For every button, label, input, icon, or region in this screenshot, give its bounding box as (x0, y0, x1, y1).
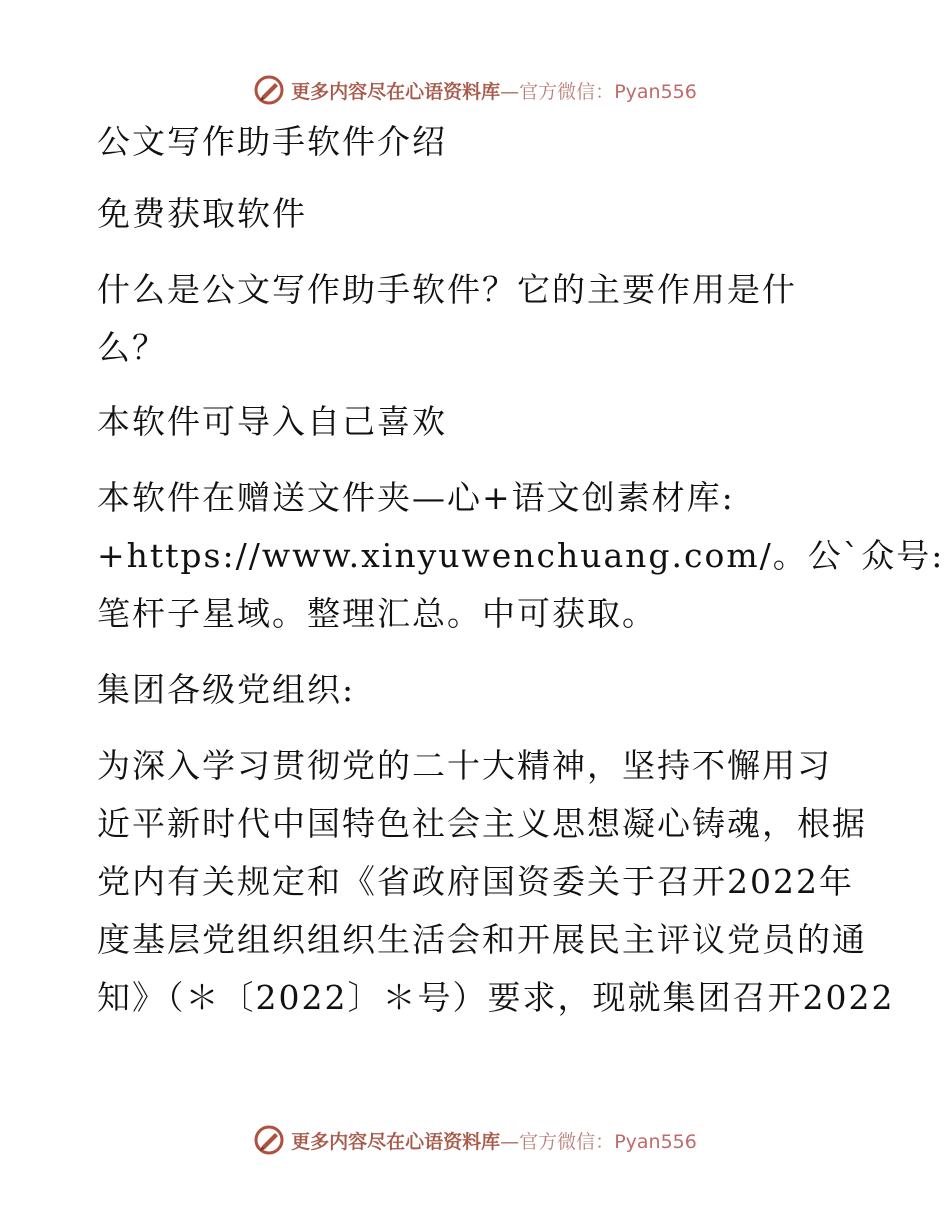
brand-logo-icon (253, 1124, 285, 1156)
text-line: 本软件在赠送文件夹—心+语文创素材库: (97, 478, 735, 517)
header-banner (0, 70, 950, 110)
banner-wechat-label: 官方微信： (519, 80, 615, 103)
footer-banner-text (291, 1127, 697, 1154)
text-line: 公文写作助手软件介绍 (97, 122, 447, 161)
banner-wechat-label: 官方微信： (519, 1130, 615, 1153)
text-line: 笔杆子星域。整理汇总。中可获取。 (97, 594, 657, 633)
banner-brand: 更多内容尽在心语资料库 (291, 80, 501, 103)
banner-wechat-id: Pyan556 (614, 1130, 697, 1153)
banner-dash: — (500, 80, 520, 103)
text-line: 度基层党组织组织生活会和开展民主评议党员的通 (97, 920, 867, 959)
text-line: 么？ (97, 328, 167, 367)
brand-logo-icon (253, 74, 285, 106)
text-line: 知》（＊〔2022〕＊号）要求，现就集团召开2022 (97, 978, 895, 1017)
document-body (97, 122, 945, 1018)
banner-dash: — (500, 1130, 520, 1153)
banner-wechat-id: Pyan556 (614, 80, 697, 103)
text-line: 为深入学习贯彻党的二十大精神，坚持不懈用习 (97, 746, 832, 785)
text-line: 免费获取软件 (97, 194, 307, 233)
footer-banner (0, 1120, 950, 1160)
header-banner-text (291, 77, 697, 104)
text-line: 党内有关规定和《省政府国资委关于召开2022年 (97, 862, 854, 901)
text-line: +https://www.xinyuwenchuang.com/。公`众号: (97, 536, 945, 575)
text-line: 近平新时代中国特色社会主义思想凝心铸魂，根据 (97, 804, 867, 843)
text-line: 本软件可导入自己喜欢 (97, 402, 447, 441)
text-line: 集团各级党组织: (97, 670, 356, 709)
banner-brand: 更多内容尽在心语资料库 (291, 1130, 501, 1153)
text-line: 什么是公文写作助手软件？它的主要作用是什 (97, 270, 797, 309)
